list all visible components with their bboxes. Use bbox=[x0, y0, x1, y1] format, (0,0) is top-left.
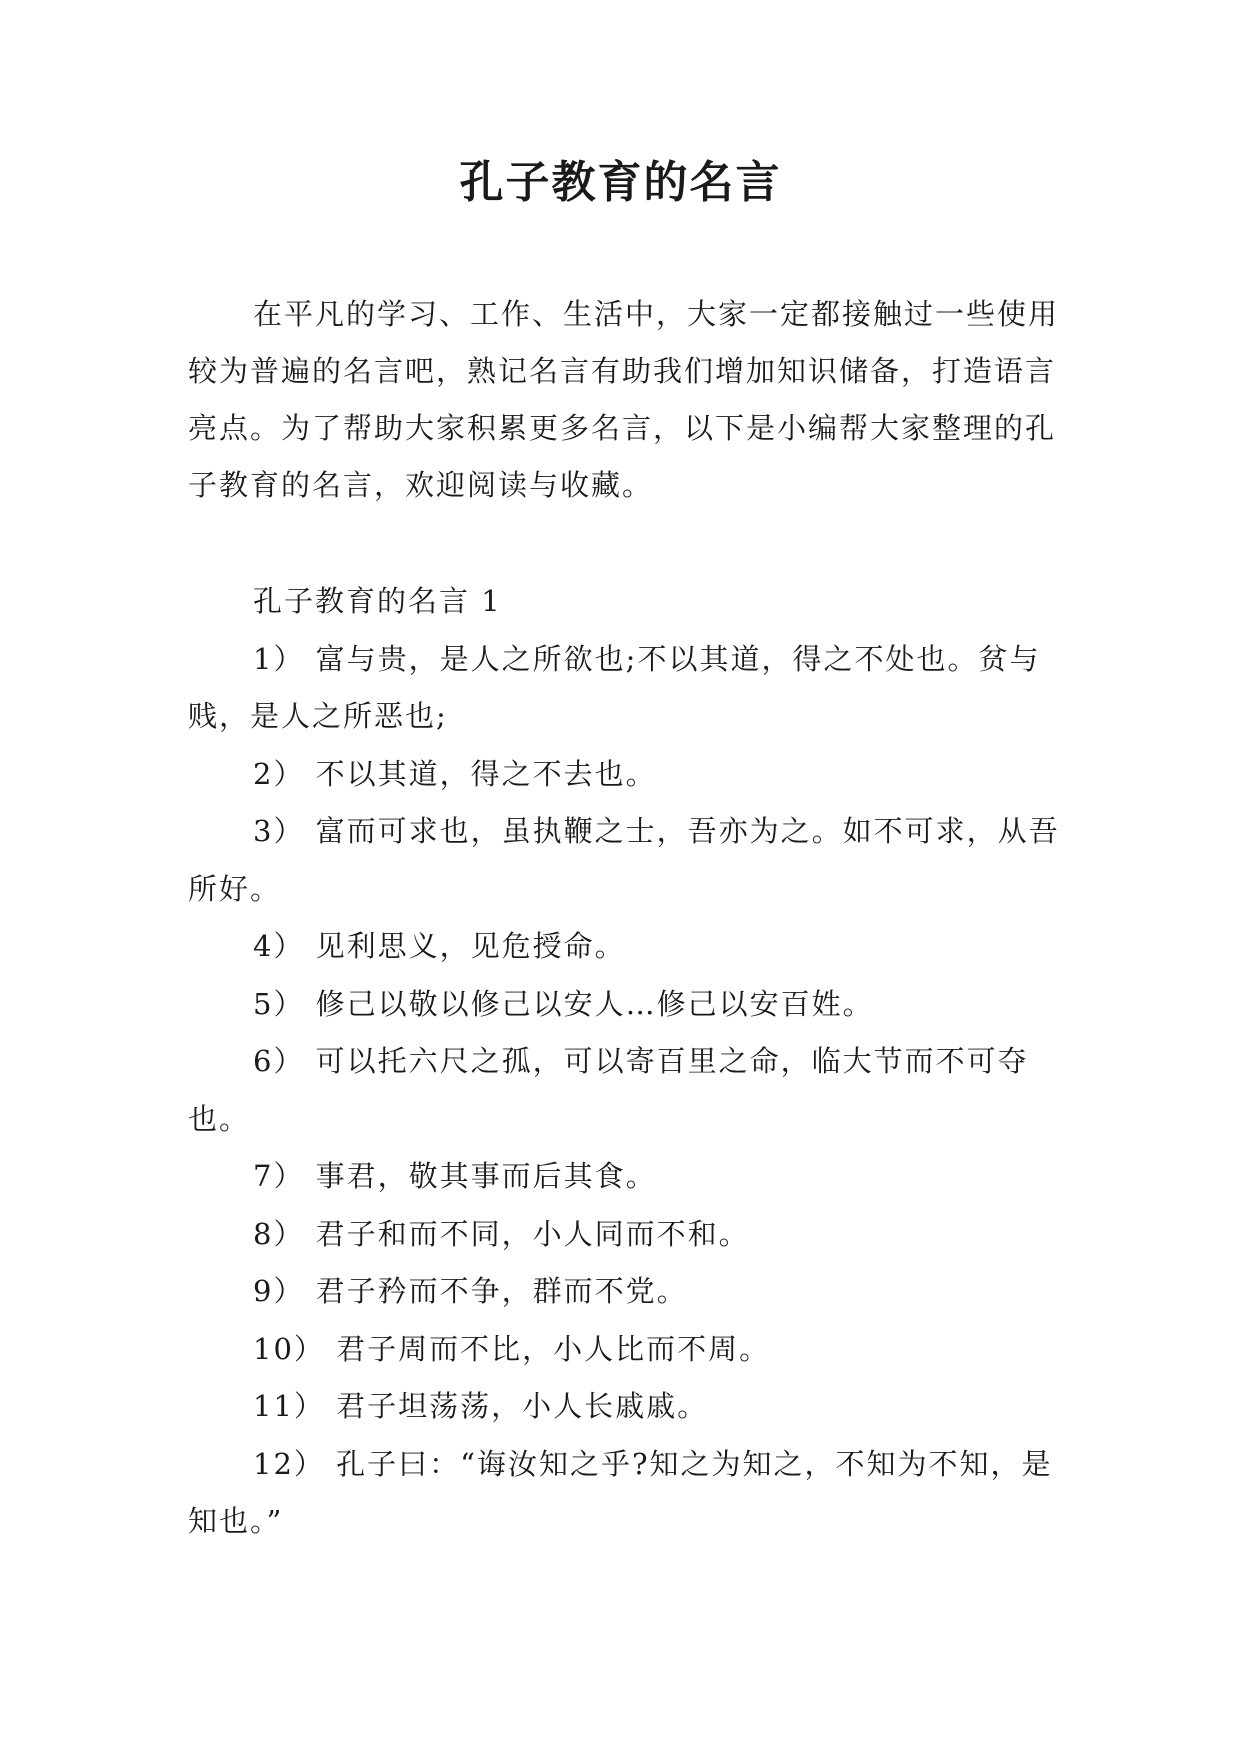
quote-item: 9） 君子矜而不争，群而不党。 bbox=[253, 1274, 688, 1308]
quote-item: 8） 君子和而不同，小人同而不和。 bbox=[253, 1216, 750, 1251]
intro-paragraph: 在平凡的学习、工作、生活中，大家一定都接触过一些使用较为普遍的名言吧，熟记名言有助我们增加知识储备，打造语言亮点。为了帮助大家积累更多名言，以下是小编帮大家整理的孔子教育的名言，欢迎阅读与收藏。 bbox=[188, 297, 1060, 502]
document-title: 孔子教育的名言 bbox=[459, 157, 782, 208]
quote-item: 4） 见利思义，见危授命。 bbox=[253, 929, 626, 963]
quote-item: 11） 君子坦荡荡，小人长戚戚。 bbox=[253, 1389, 709, 1423]
quote-item: 10） 君子周而不比，小人比而不周。 bbox=[253, 1331, 771, 1366]
quote-item: 12） 孔子曰：“诲汝知之乎?知之为知之，不知为不知，是知也。” bbox=[188, 1446, 1053, 1538]
section-heading: 孔子教育的名言 1 bbox=[253, 584, 502, 618]
quote-item: 3） 富而可求也，虽执鞭之士，吾亦为之。如不可求，从吾所好。 bbox=[188, 814, 1060, 906]
quote-item: 1） 富与贵，是人之所欲也;不以其道，得之不处也。贫与贱，是人之所恶也; bbox=[188, 641, 1041, 733]
quote-item: 2） 不以其道，得之不去也。 bbox=[253, 756, 657, 791]
quote-item: 6） 可以托六尺之孤，可以寄百里之命，临大节而不可夺也。 bbox=[188, 1044, 1029, 1136]
quote-item: 7） 事君，敬其事而后其食。 bbox=[253, 1159, 657, 1193]
quote-item: 5） 修己以敬以修己以安人…修己以安百姓。 bbox=[253, 986, 874, 1021]
quotes-section bbox=[188, 573, 1060, 1551]
